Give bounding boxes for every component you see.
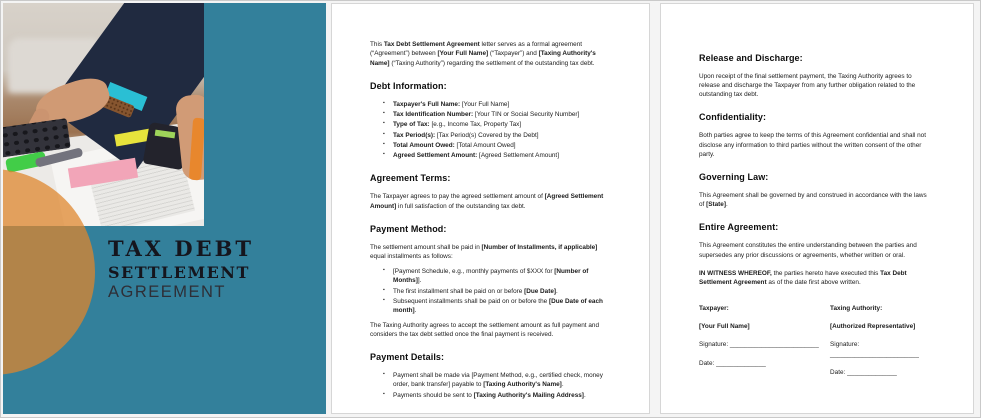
signature-block-taxpayer <box>699 304 830 387</box>
signer-role: Taxpayer: <box>699 304 729 312</box>
debt-information-list <box>383 100 609 161</box>
confidentiality-paragraph: Both parties agree to keep the terms of this Agreement confidential and shall not disclose any information to third parties without the written consent of the other party. <box>699 132 927 158</box>
signature-rule: _________________________ <box>830 350 919 358</box>
page-signatures <box>660 3 974 414</box>
heading-governing-law: Governing Law: <box>699 171 769 182</box>
signer-role: Taxing Authority: <box>830 304 883 312</box>
signature-block-taxing-authority <box>830 304 933 387</box>
cover-title-line1: TAX DEBT <box>108 236 254 261</box>
heading-agreement-terms: Agreement Terms: <box>370 173 451 184</box>
list-item: ▪ The first installment shall be paid on or before [Due Date]. <box>383 287 609 296</box>
governing-law-paragraph: This Agreement shall be governed by and construed in accordance with the laws of [State]. <box>699 191 927 209</box>
date-line: Date: ______________ <box>830 369 897 376</box>
list-item: ▪ Tax Identification Number: [Your TIN or Social Security Number] <box>383 110 609 119</box>
list-item: ▪ Total Amount Owed: [Total Amount Owed] <box>383 141 609 150</box>
page-agreement-terms <box>331 3 650 414</box>
cover-title <box>108 237 254 303</box>
signer-name: [Your Full Name] <box>699 322 750 330</box>
list-item: ▪ Payments should be sent to [Taxing Authority's Mailing Address]. <box>383 391 609 400</box>
list-item: ▪ Agreed Settlement Amount: [Agreed Settlement Amount] <box>383 151 609 160</box>
date-line: Date: ______________ <box>699 359 766 367</box>
payment-method-paragraph: The settlement amount shall be paid in [Number of Installments, if applicable] equal installments as follows: <box>370 243 598 260</box>
heading-entire-agreement: Entire Agreement: <box>699 222 779 233</box>
cover-page <box>3 3 326 414</box>
payment-method-closing: The Taxing Authority agrees to accept the settlement amount as full payment and considers the tax debt settled once the final payment is received. <box>370 321 600 338</box>
intro-paragraph: This Tax Debt Settlement Agreement letter serves as a formal agreement (“Agreement”) between [Your Full Name] (“Taxpayer”) and [Taxing Authority's Name] (“Taxing Authority”) regarding the settlement of the outstanding tax debt. <box>370 41 596 67</box>
signature-rule: _________________________ <box>729 341 819 349</box>
cover-title-line3: AGREEMENT <box>108 283 227 302</box>
signature-section <box>699 304 933 387</box>
heading-release-discharge: Release and Discharge: <box>699 52 803 63</box>
list-item: ▪ Payment shall be made via [Payment Method, e.g., certified check, money order, bank transfer] payable to [Taxing Authority's Name]. <box>383 371 609 390</box>
witness-paragraph: IN WITNESS WHEREOF, the parties hereto have executed this Tax Debt Settlement Agreement as of the date first above written. <box>699 269 907 287</box>
heading-confidentiality: Confidentiality: <box>699 112 767 123</box>
list-item: ▪ [Payment Schedule, e.g., monthly payments of $XXX for [Number of Months]]. <box>383 267 609 286</box>
payment-method-list <box>383 267 609 316</box>
release-paragraph: Upon receipt of the final settlement payment, the Taxing Authority agrees to release and discharge the Taxpayer from any further obligation related to the outstanding tax debt. <box>699 72 916 99</box>
date-rule: ______________ <box>716 359 766 367</box>
cover-title-line2: SETTLEMENT <box>108 263 250 283</box>
signature-line: Signature: _________________________ <box>699 341 819 349</box>
entire-agreement-paragraph: This Agreement constitutes the entire understanding between the parties and supersedes any prior discussions or agreements, whether written or oral. <box>699 242 917 259</box>
list-item: ▪ Tax Period(s): [Tax Period(s) Covered by the Debt] <box>383 131 609 140</box>
list-item: ▪ Taxpayer's Full Name: [Your Full Name] <box>383 100 609 109</box>
signer-name: [Authorized Representative] <box>830 322 916 330</box>
heading-payment-method: Payment Method: <box>370 223 447 234</box>
agreement-terms-paragraph: The Taxpayer agrees to pay the agreed settlement amount of [Agreed Settlement Amount] in full satisfaction of the outstanding tax debt. <box>370 193 604 210</box>
heading-payment-details: Payment Details: <box>370 351 445 362</box>
payment-details-list <box>383 371 609 400</box>
date-rule: ______________ <box>847 369 897 376</box>
heading-debt-information: Debt Information: <box>370 80 447 91</box>
list-item: ▪ Subsequent installments shall be paid on or before the [Due Date of each month]. <box>383 297 609 316</box>
signature-line: Signature: _________________________ <box>830 341 919 358</box>
list-item: ▪ Type of Tax: [e.g., Income Tax, Property Tax] <box>383 120 609 129</box>
